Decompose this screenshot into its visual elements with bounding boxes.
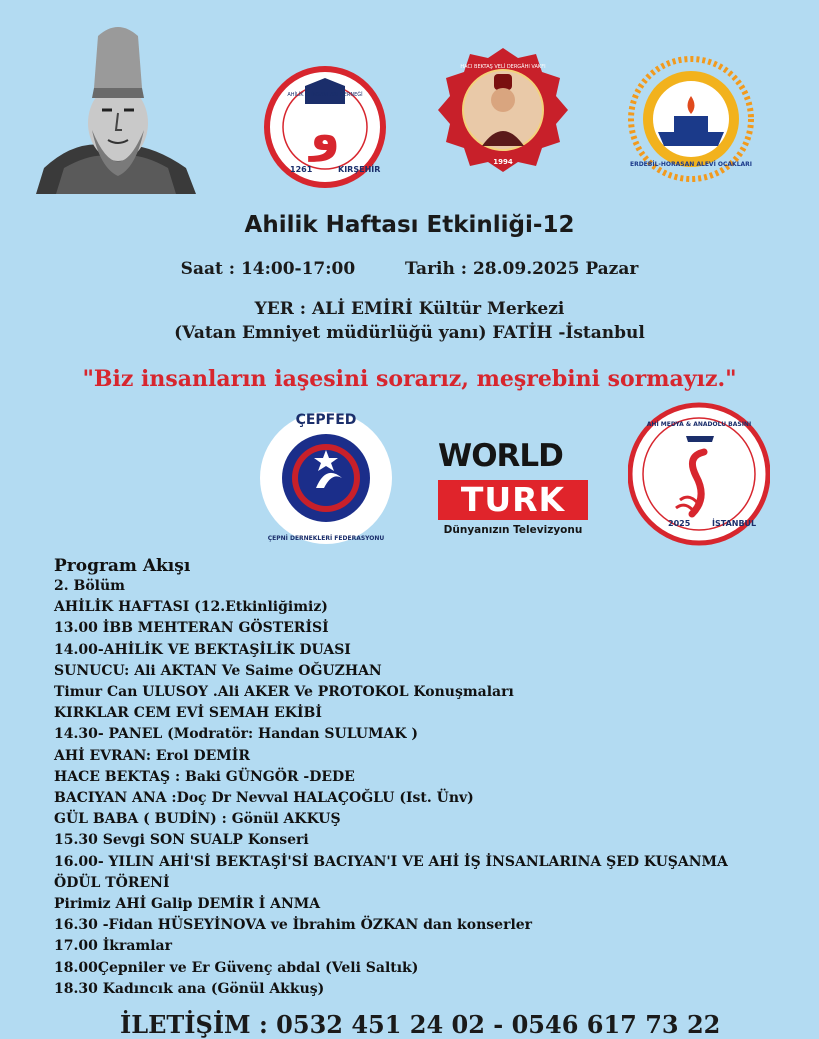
program-list xyxy=(54,576,728,1000)
cepfed-logo-ring-text: ÇEPNİ DERNEKLERİ FEDERASYONU xyxy=(267,535,385,542)
event-time-date xyxy=(0,259,819,279)
haci-bektas-logo-year: 1994 xyxy=(493,158,513,166)
program-item: 14.30- PANEL (Modratör: Handan SULUMAK ) xyxy=(54,726,419,743)
event-time: Saat : 14:00-17:00 xyxy=(180,259,356,279)
program-item: KIRKLAR CEM EVİ SEMAH EKİBİ xyxy=(54,705,322,722)
ahilik-logo-year: 1261 xyxy=(290,165,313,174)
event-title: Ahilik Haftası Etkinliği-12 xyxy=(244,212,575,238)
event-quote: "Biz insanların iaşesini sorarız, meşrebini sormayız." xyxy=(82,366,737,392)
ahi-evran-portrait xyxy=(36,18,196,194)
program-item: HACE BEKTAŞ : Baki GÜNGÖR -DEDE xyxy=(54,768,355,785)
program-item: GÜL BABA ( BUDİN) : Gönül AKKUŞ xyxy=(54,811,341,828)
ahi-medya-logo xyxy=(628,402,770,546)
event-venue-line1: YER : ALİ EMİRİ Kültür Merkezi xyxy=(254,299,565,319)
worldturk-turk-text: TURK xyxy=(438,480,588,520)
haci-bektas-vakfi-logo xyxy=(436,46,570,174)
program-item: 18.30 Kadıncık ana (Gönül Akkuş) xyxy=(54,980,325,997)
program-item: 17.00 İkramlar xyxy=(54,938,172,955)
ahilik-logo-city: KIRŞEHİR xyxy=(338,165,381,174)
cepfed-logo-abbr: ÇEPFED xyxy=(295,412,357,428)
program-item: 18.00Çepniler ve Er Güvenç abdal (Veli Saltık) xyxy=(54,959,419,976)
erdebil-horasan-logo xyxy=(628,56,754,182)
program-section xyxy=(54,556,728,1000)
program-item: BACIYAN ANA :Doç Dr Nevval HALAÇOĞLU (Ist. Ünv) xyxy=(54,790,474,807)
program-item: AHİ EVRAN: Erol DEMİR xyxy=(54,747,250,764)
program-item: 13.00 İBB MEHTERAN GÖSTERİSİ xyxy=(54,620,329,637)
event-venue-line2: (Vatan Emniyet müdürlüğü yanı) FATİH -İstanbul xyxy=(174,323,645,343)
program-item: 15.30 Sevgi SON SUALP Konseri xyxy=(54,832,309,849)
program-item: Pirimiz AHİ Galip DEMİR İ ANMA xyxy=(54,896,321,913)
ahi-medya-logo-ring-text: AHİ MEDYA & ANADOLU BASINI xyxy=(646,421,752,428)
haci-bektas-logo-ring-text: HACI BEKTAŞ VELİ DERGÂHI VAKFI xyxy=(460,64,546,70)
program-item: 16.00- YILIN AHİ'Sİ BEKTAŞİ'Sİ BACIYAN'I VE AHİ İŞ İNSANLARINA ŞED KUŞANMA xyxy=(54,853,728,870)
program-item: ÖDÜL TÖRENİ xyxy=(54,874,170,891)
cepfed-logo xyxy=(254,408,398,548)
program-heading: Program Akışı xyxy=(54,556,191,576)
program-item: 14.00-AHİLİK VE BEKTAŞİLİK DUASI xyxy=(54,641,351,658)
ahi-medya-logo-year: 2025 xyxy=(668,519,691,528)
program-item: 2. Bölüm xyxy=(54,578,125,594)
contact-info: İLETİŞİM : 0532 451 24 02 - 0546 617 73 22 xyxy=(120,1010,721,1039)
erdebil-logo-ring-text: ERDEBİL-HORASAN ALEVİ OCAKLARI xyxy=(629,161,753,168)
worldturk-tagline: Dünyanızın Televizyonu xyxy=(443,524,583,536)
program-item: SUNUCU: Ali AKTAN Ve Saime OĞUZHAN xyxy=(54,662,382,679)
ahilik-is-insanlari-logo xyxy=(250,66,400,188)
ahi-medya-logo-city: İSTANBUL xyxy=(712,519,757,528)
worldturk-world-text: WORLD xyxy=(438,438,563,474)
program-item: AHİLİK HAFTASI (12.Etkinliğimiz) xyxy=(54,599,328,616)
event-date: Tarih : 28.09.2025 Pazar xyxy=(405,259,639,279)
ahilik-logo-ring-text: AHİLİK İŞ İNSANLARI DERNEĞİ xyxy=(287,92,363,98)
svg-text:و: و xyxy=(310,106,340,162)
program-item: 16.30 -Fidan HÜSEYİNOVA ve İbrahim ÖZKAN dan konserler xyxy=(54,917,533,934)
program-item: Timur Can ULUSOY .Ali AKER Ve PROTOKOL Konuşmaları xyxy=(54,684,514,701)
